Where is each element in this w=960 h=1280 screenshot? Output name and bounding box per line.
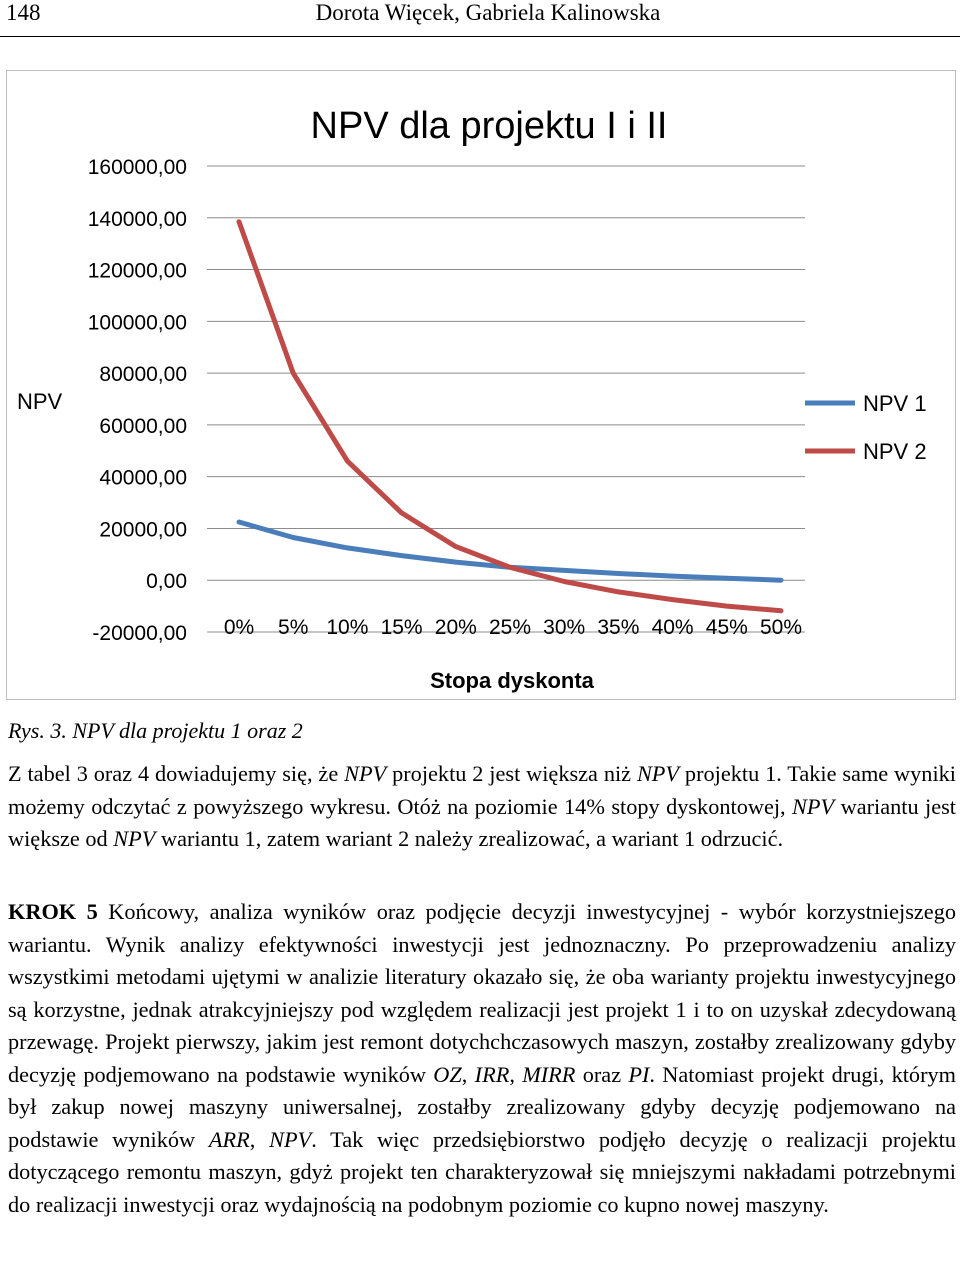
y-tick-label: 0,00 [146,570,187,594]
p1-npv-b: NPV [636,761,680,786]
p2-irr: IRR [474,1061,510,1087]
paragraph-1 [8,758,956,856]
y-tick-label: -20000,00 [92,622,187,645]
p2-comma-3: , [249,1126,270,1152]
p2-pi: PI [628,1061,650,1087]
p2-comma-1: , [461,1061,475,1087]
p2-arr: ARR [208,1126,250,1152]
x-tick-label: 15% [380,616,423,639]
x-tick-label: 10% [326,616,369,639]
p1-text-2: projektu 2 jest większa niż [386,761,637,786]
y-tick-label: 100000,00 [87,311,187,335]
npv-chart [7,71,955,699]
page-header [0,0,960,37]
page-number: 148 [6,0,41,25]
y-tick-label: 80000,00 [99,363,187,387]
x-tick-label: 35% [597,616,640,639]
p2-step-label: KROK 5 [8,899,98,924]
p1-text-5: wariantu 1, zatem wariant 2 należy zrealizować, a wariant 1 odrzucić. [155,826,784,851]
npv-chart-frame [6,70,956,700]
y-tick-label: 140000,00 [87,207,187,231]
x-tick-label: 5% [278,616,309,639]
series-line-2 [239,222,781,611]
running-header-authors: Dorota Więcek, Gabriela Kalinowska [315,0,661,25]
p2-text-1: Końcowy, analiza wyników oraz podjęcie decyzji inwestycyjnej - wybór korzystniejszego wariantu. Wynik analizy efektywności inwestycji jest jednoznaczny. Po przeprowadzeniu analizy wszystkimi metodami ujętymi w analizie literatury okazało się, że oba warianty projektu inwestycyjnego są korzystne, jednak atrakcyjniejszy pod względem realizacji jest projekt 1 i to on uzyskał zdecydowaną przewagę. Projekt pierwszy, jakim jest remont dotychchczasowych maszyn, zostałby zrealizowany gdyby decyzję podjemowano na podstawie wyników [8,899,956,1087]
p1-npv-d: NPV [113,826,156,851]
paragraph-2 [8,896,956,1221]
y-tick-label: 20000,00 [99,518,187,542]
p2-text-4: . Tak więc przedsiębiorstwo podjęło decyzję o realizacji projektu dotyczącego remontu maszyn, gdyż projekt ten charakteryzował się mniejszymi nakładami potrzebnymi do realizacji inwestycji oraz wydajnością na podobnym poziomie co kupno nowej maszyny. [8,1126,956,1217]
p2-oz: OZ [433,1061,462,1087]
y-tick-label: 60000,00 [99,414,187,438]
series-line-1 [239,522,781,580]
x-axis-label: Stopa dyskonta [430,668,594,693]
figure-caption: Rys. 3. NPV dla projektu 1 oraz 2 [8,718,303,743]
p1-text-4: wariantu jest większe od [8,793,957,851]
p1-text-1: Z tabel 3 oraz 4 dowiadujemy się, że [8,761,345,786]
p1-npv-a: NPV [344,761,387,786]
x-tick-label: 20% [434,616,477,639]
y-tick-label: 120000,00 [87,259,187,283]
x-tick-label: 0% [223,616,255,639]
p2-npv: NPV [269,1126,312,1152]
p2-comma-2: , [509,1061,523,1087]
p2-text-2: oraz [575,1061,629,1087]
p2-mirr: MIRR [522,1061,576,1087]
p2-text-3: . Natomiast projekt drugi, którym był zakup nowej maszyny uniwersalnej, zostałby zrealizowany gdyby decyzję podjemowano na podstawie wyników [8,1061,956,1152]
y-tick-label: 160000,00 [87,156,187,179]
chart-title: NPV dla projektu I i II [310,105,668,147]
legend-label-2: NPV 2 [863,439,927,464]
p1-text-3: projektu 1. Takie same wyniki możemy odczytać z powyższego wykresu. Otóż na poziomie 14% stopy dyskontowej, [8,761,956,819]
p1-npv-c: NPV [792,793,835,819]
x-tick-label: 40% [651,616,694,639]
y-axis-label: NPV [17,389,63,414]
legend-label-1: NPV 1 [863,391,927,416]
x-tick-label: 45% [705,616,748,639]
x-tick-label: 50% [759,616,803,639]
y-tick-label: 40000,00 [99,466,187,490]
x-tick-label: 30% [543,616,586,639]
x-tick-label: 25% [488,616,532,639]
